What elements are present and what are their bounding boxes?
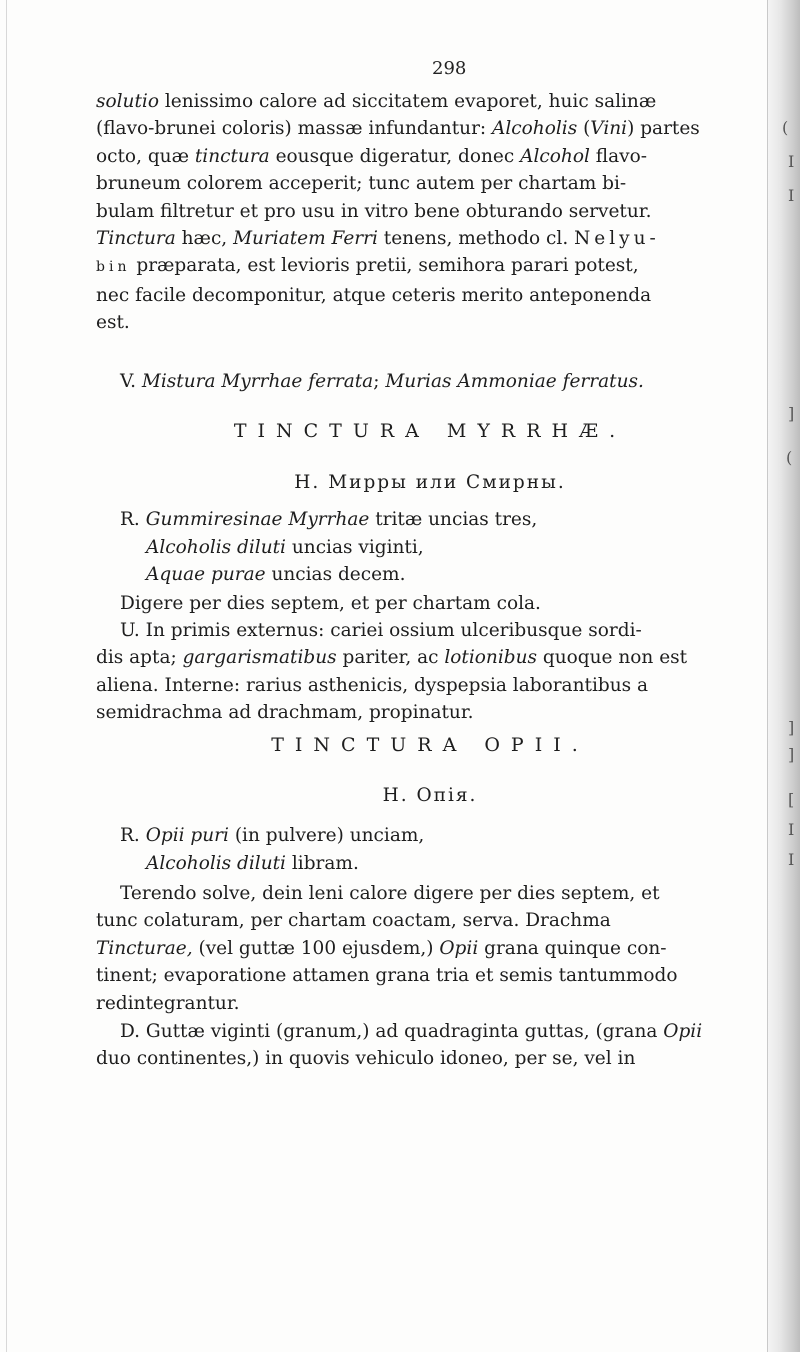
recipe-line: Alcoholis diluti uncias viginti, [146, 537, 424, 558]
text-line: bulam filtretur et pro usu in vitro bene obturando servetur. [96, 200, 652, 222]
section-subtitle-russian: Н. Мирры или Смирны. [294, 472, 566, 493]
paragraph-terendo [96, 880, 764, 1017]
recipe-line: R. Gummiresinae Myrrhae tritæ uncias tres, [120, 509, 538, 530]
text-line: bruneum colorem acceperit; tunc autem per chartam bi- [96, 173, 627, 195]
text-line: semidrachma ad drachmam, propinatur. [96, 702, 474, 724]
text-line: bin præparata, est levioris pretii, semihora parari potest, [96, 255, 639, 277]
recipe-line: R. Opii puri (in pulvere) unciam, [120, 825, 425, 846]
adjacent-page-gutter [767, 0, 800, 1352]
paragraph-usage [96, 617, 764, 727]
recipe-line: Alcoholis diluti libram. [146, 853, 359, 874]
section-title-tinctura-myrrhae: TINCTURA MYRRHÆ. [233, 420, 627, 442]
gutter-mark: ( [782, 118, 789, 137]
text-line: duo continentes,) in quovis vehiculo idoneo, per se, vel in [96, 1048, 636, 1070]
gutter-mark: I [788, 152, 795, 171]
text-line: dis apta; gargarismatibus pariter, ac lotionibus quoque non est [96, 647, 688, 669]
gutter-mark: [ [788, 790, 795, 809]
text-line: U. In primis externus: cariei ossium ulceribusque sordi- [120, 620, 642, 641]
section-title-tinctura-opii: TINCTURA OPII. [271, 734, 589, 756]
paragraph-solutio [96, 88, 764, 337]
text-line: tinent; evaporatione attamen grana tria et semis tantummodo [96, 965, 678, 987]
gutter-mark: ] [788, 718, 795, 737]
gutter-mark: I [788, 850, 795, 869]
text-line: est. [96, 312, 130, 334]
gutter-mark: I [788, 820, 795, 839]
text-line: Terendo solve, dein leni calore digere per dies septem, et [120, 883, 660, 904]
paragraph-digere [96, 590, 764, 617]
text-line: redintegrantur. [96, 992, 240, 1014]
text-line: Digere per dies septem, et per chartam cola. [120, 593, 541, 614]
text-line: (flavo-brunei coloris) massæ infundantur: Alcoholis (Vini) partes [96, 118, 700, 140]
text-line: D. Guttæ viginti (granum,) ad quadraginta guttas, (grana Opii [120, 1021, 703, 1042]
left-margin-line [6, 0, 7, 1352]
gutter-mark: ] [788, 745, 795, 764]
text-line: octo, quæ tinctura eousque digeratur, donec Alcohol flavo- [96, 145, 647, 167]
text-line: Tinctura hæc, Muriatem Ferri tenens, methodo cl. Nelyu- [96, 228, 660, 250]
recipe-line: Aquae purae uncias decem. [146, 564, 406, 585]
item-v-line: V. Mistura Myrrhae ferrata; Murias Ammoniae ferratus. [120, 371, 644, 392]
page-number: 298 [432, 58, 467, 79]
paragraph-dose [96, 1018, 764, 1073]
text-line: nec facile decomponitur, atque ceteris merito anteponenda [96, 284, 652, 306]
gutter-mark: ( [786, 448, 793, 467]
gutter-mark: I [788, 186, 795, 205]
text-line: solutio lenissimo calore ad siccitatem evaporet, huic salinæ [96, 91, 657, 112]
text-line: Tincturae, (vel guttæ 100 ejusdem,) Opii grana quinque con- [96, 937, 667, 959]
gutter-mark: ] [788, 404, 795, 423]
section-subtitle-russian: Н. Опія. [382, 785, 478, 806]
text-line: aliena. Interne: rarius asthenicis, dyspepsia laborantibus a [96, 674, 649, 696]
text-line: tunc colaturam, per chartam coactam, serva. Drachma [96, 910, 611, 932]
